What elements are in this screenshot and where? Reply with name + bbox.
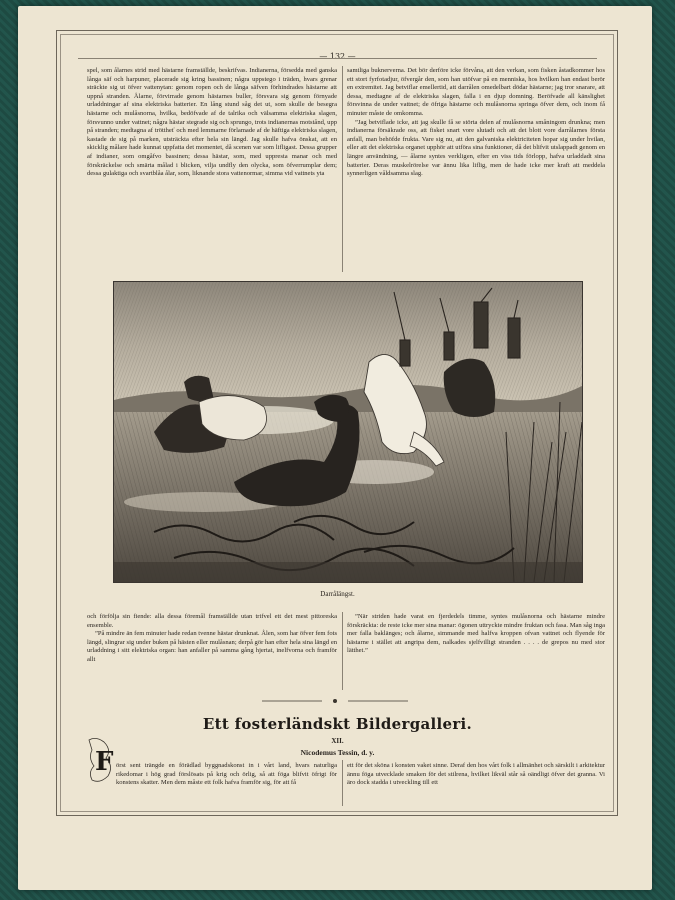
top-right-column <box>347 67 605 273</box>
paragraph: ”Jag betviflade icke, att jag skulle få se störta delen af mulåsnorna småningom drunkna; men indianerna försäkrade oss, att fisket snart vore slutadt och att det blott vore darrålarnes första anfall, man behöfde frukta. Vare sig nu, att den galvaniska elektriciteten hopar sig under hvilan, eller att det elektriska organet upphör att utföra sina funktioner, då det blifvit utslappadt genom en längre användning, — ålarne syntes verkligen, efter en viss tids förlopp, hafva urladdadt sina batterier. Deras muskelrörelse var ännu lika liflig, men de hade icke mer kraft att meddela synnerligen våldsamma slag. <box>347 118 605 178</box>
column-divider <box>342 66 343 272</box>
paragraph: örst sent trängde en förädlad byggnadskonst in i vårt land, hvars naturliga rikedomar i hög grad förslösats på krig och örlig, så att föga blifvit öfrigt för konstens skatter. Men dem måste ett folk hafva framför sig, för att få <box>116 762 337 787</box>
article-left-column <box>116 762 337 808</box>
paragraph: ett för det sköna i konsten vaket sinne. Deraf den hos vårt folk i allmänhet och särskilt i arkitektur ännu föga utvecklade smaken för det stilrena, hvilket likväl står så oändligt öfver det granna. Vi äro dock stadda i utveckling till ett <box>347 762 605 787</box>
paragraph: spel, som ålarnes strid med hästarne framställde, beskrifvas. Indianerna, försedda med ganska långa säf och harpuner, placerade sig kring bassinen; några uppstego i träden, hvars grenar sträckte sig ut öfver vattenytan: genom ropen och de långa säfven förhindrades hästarne att uppnå stranden. Ålarne, förvirrade genom hästarnes buller, försvara sig genom förnyade urladdningar af sina elektriska batterier. En lång stund såg det ut, som skulle de besegra hästarne och mulåsnorna, hvilka, bedöfvade af de talrika och välsamma elektriska slagen, försvunno under vattnet; några hästar stegrade sig och sprungo, trots indianernas motstånd, upp på stranden; medtagna af tröttheť och med lemmarne förlamade af de häftiga elektriska slagen, kastade de sig på marken, utsträckta efter hela sin längd. Jag skulle hafva önskat, att en skicklig målare hade kunnat uppfatta det momentet, då scenen var som lifligast. Dessa grupper af indianer, som omgåfvo bassinen; dessa hästar, som, med uppresta manar och med förskräckelse och smärta målad i blicken, vilja undfly den olycka, som öfverrumplar dem; dessa gulaktiga och svartblåa ålar, som, liknande stora vattenormar, simma vid vattnets yta <box>87 67 337 178</box>
dropcap-letter: F <box>95 747 114 777</box>
article-title: Ett fosterländskt Bildergalleri. <box>202 715 473 733</box>
article-right-column <box>347 762 605 808</box>
article-subtitle: Nicodemus Tessin, d. y. <box>300 748 375 757</box>
decorative-dropcap <box>86 736 116 786</box>
paragraph: och förfölja sin fiende: alla dessa föremål framställde utan trifvel ett det mest pittoreska ensemble. <box>87 613 337 629</box>
paragraph: ”På mindre än fem minuter hade redan tvenne hästar drunknat. Ålen, som har öfver fem fots längd, slingrar sig under buken på hästen eller mulåsnan; derpå gör han efter hela sina längd en urladdning i sitt elektriska organ: han anfaller på samma gång hjertat, inelfvorna och framför allt <box>87 630 337 663</box>
illustration-caption: Darrålängst. <box>320 590 355 598</box>
bottom-right-column <box>347 613 605 691</box>
column-divider <box>342 612 343 690</box>
horses-and-eels-engraving <box>114 282 582 582</box>
column-divider <box>342 760 343 806</box>
paragraph: samtliga buknerverna. Det bör derföre icke förvåna, att den verkan, som fisken åstadkommer hos ett stort fyrfotadjur, öfvergår den, som han utöfvar på en menniska, hos hvilken han endast berör en extremitet. Jag betviflar emellertid, att darrålen omedelbart dödar hästarne; jag tror snarare, att dessa, medtagne af de elektriska slagen, falla i en djup domning. Beröfvade all känslighet försvinna de under vattnet; de öfriga hästarne och mulåsnorna springa öfver dem, och inom få minuter måste de omkomma. <box>347 67 605 117</box>
bottom-left-column <box>87 613 337 691</box>
engraving-illustration <box>113 281 583 583</box>
ornament-rule <box>262 698 408 704</box>
header-rule <box>78 58 597 59</box>
article-number: XII. <box>331 737 344 745</box>
page-number: — 132 — <box>319 52 356 61</box>
top-left-column <box>87 67 337 273</box>
paragraph: ”När striden hade varat en fjerdedels timme, syntes mulåsnorna och hästarne mindre förskräckta: de reste icke mer sina manar: ögonen uttryckte mindre fruktan och fasa. Man såg inga mer falla baklänges; och ålarne, simmande med halfva kroppen ofvan vattnet och flyende för hästarne i stället att angripa dem, nalkades sjelfvilligt stranden . . . . de grepos nu med stor lätthet.” <box>347 613 605 655</box>
